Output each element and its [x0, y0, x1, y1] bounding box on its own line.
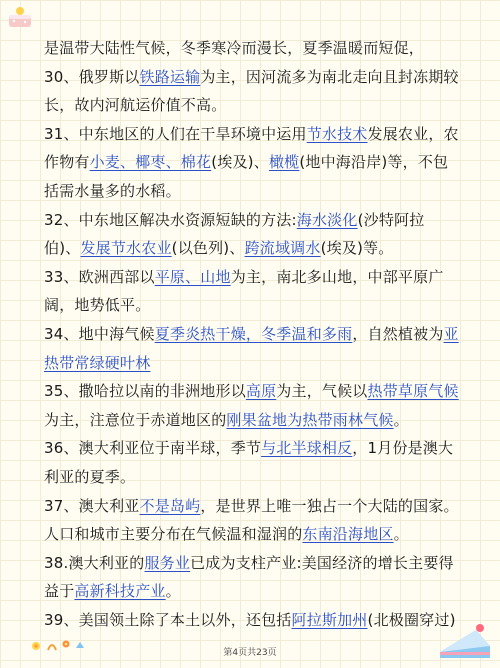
text-segment: 括需水量多的水稻。	[44, 181, 181, 200]
highlighted-term: 夏季炎热干燥，冬季温和多雨	[154, 324, 353, 343]
highlighted-term: 服务业	[144, 553, 191, 572]
text-segment: (以色列)、	[171, 239, 245, 258]
text-line	[44, 406, 474, 435]
highlighted-term: 阿拉斯加州	[291, 610, 368, 629]
text-segment: 。	[165, 582, 181, 601]
text-line	[44, 34, 474, 63]
text-segment: 益于	[44, 582, 75, 601]
highlighted-term: 与北半球相反	[261, 439, 353, 458]
text-segment: ，自然植被为	[352, 324, 444, 343]
text-line	[44, 577, 474, 606]
text-segment: ，是世界上唯一独占一个大陆的国家。	[200, 496, 459, 515]
text-line	[44, 434, 474, 463]
highlighted-term: 跨流域调水	[244, 239, 321, 258]
highlighted-term: 橄榄	[268, 153, 300, 172]
text-segment: 是温带大陆性气候，冬季寒冷而漫长，夏季温暖而短促，	[44, 39, 425, 57]
text-line	[44, 291, 474, 320]
text-line	[44, 463, 474, 492]
text-line	[44, 377, 474, 406]
highlighted-term: 刚果盆地为热带雨林气候	[226, 410, 394, 429]
text-segment: 为主，注意位于赤道地区的	[44, 410, 227, 429]
text-segment: 32、中东地区解决水资源短缺的方法:	[44, 210, 297, 229]
text-segment: 为主，因河流多为南北走向且封冻期较	[200, 67, 459, 86]
highlighted-term: 海水淡化	[296, 210, 358, 229]
highlighted-term: 热带草原气候	[367, 382, 459, 401]
text-segment: 39、美国领土除了本土以外，还包括	[44, 610, 292, 629]
text-segment: 37、澳大利亚	[44, 496, 140, 515]
text-segment: 人口和城市主要分布在气候温和湿润的	[44, 525, 303, 544]
text-segment: 作物有	[44, 153, 90, 172]
highlighted-term: 热带常绿硬叶林	[44, 353, 151, 372]
highlighted-term: 发展节水农业	[80, 239, 172, 258]
text-segment: (北极圈穿过)	[367, 610, 456, 629]
text-segment: (埃及)、	[211, 153, 269, 172]
text-segment: 长，故内河航运价值不高。	[44, 96, 227, 115]
text-segment: 伯)、	[44, 239, 81, 258]
page-footer: 第4页共23页	[223, 648, 277, 658]
text-line	[44, 263, 474, 292]
text-line	[44, 91, 474, 120]
text-line	[44, 234, 474, 263]
text-segment: (埃及)等。	[320, 239, 394, 258]
text-segment: 36、澳大利亚位于南半球，季节	[44, 439, 262, 458]
text-segment: 。	[393, 410, 409, 429]
text-segment: 31、中东地区的人们在干旱环境中运用	[44, 124, 307, 143]
text-segment: ，1月份是澳大	[352, 439, 454, 458]
highlighted-term: 不是岛屿	[139, 496, 201, 515]
highlighted-term: 高原	[245, 382, 277, 401]
text-segment: (地中海沿岸)等，不包	[299, 153, 449, 172]
text-line	[44, 177, 474, 206]
text-line	[44, 492, 474, 521]
text-line	[44, 63, 474, 92]
text-line	[44, 320, 474, 349]
text-segment: 利亚的夏季。	[44, 467, 136, 486]
text-line	[44, 520, 474, 549]
text-segment: 阔，地势低平。	[44, 296, 151, 315]
text-segment: 。	[393, 525, 409, 544]
highlighted-term: 节水技术	[306, 124, 368, 143]
text-line	[44, 206, 474, 235]
highlighted-term: 高新科技产业	[74, 582, 166, 601]
text-segment: 已成为支柱产业:美国经济的增长主要得	[190, 553, 454, 572]
text-line	[44, 606, 474, 635]
text-segment: 30、俄罗斯以	[44, 67, 140, 86]
text-segment: (沙特阿拉	[357, 210, 425, 229]
text-line	[44, 148, 474, 177]
text-segment: 为主，气候以	[276, 382, 368, 401]
text-segment: 34、地中海气候	[44, 324, 155, 343]
text-line	[44, 349, 474, 378]
highlighted-term: 亚	[443, 324, 459, 343]
document-body	[44, 34, 474, 634]
highlighted-term: 铁路运输	[139, 67, 201, 86]
text-line	[44, 549, 474, 578]
text-segment: 为主，南北多山地，中部平原广	[230, 267, 444, 286]
cake-icon	[6, 4, 34, 30]
text-segment: 发展农业，农	[367, 124, 459, 143]
highlighted-term: 小麦、椰枣、棉花	[89, 153, 212, 172]
text-segment: 35、撒哈拉以南的非洲地形以	[44, 382, 246, 401]
text-line	[44, 120, 474, 149]
text-segment: 33、欧洲西部以	[44, 267, 155, 286]
highlighted-term: 东南沿海地区	[302, 525, 394, 544]
highlighted-term: 平原、山地	[154, 267, 231, 286]
text-segment: 38.澳大利亚的	[44, 553, 145, 572]
